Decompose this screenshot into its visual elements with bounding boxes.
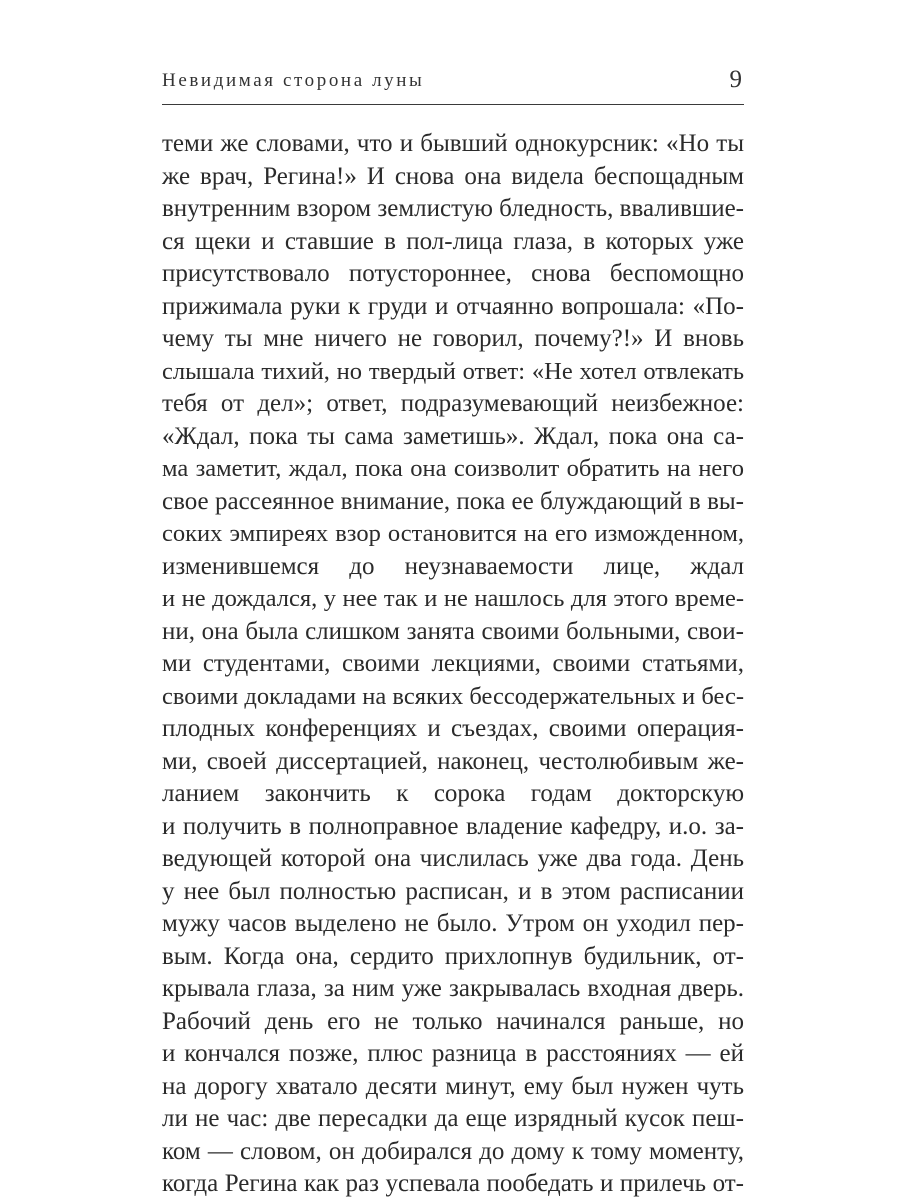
running-header-title: Невидимая сторона луны	[162, 70, 425, 91]
text-line: мужу часов выделено не было. Утром он уходил пер-	[162, 910, 744, 937]
text-line: и кончался позже, плюс разница в расстояниях — ей	[162, 1040, 744, 1067]
body-text	[162, 128, 744, 1201]
text-line: когда Регина как раз успевала пообедать и прилечь от-	[162, 1170, 744, 1197]
text-line: крывала глаза, за ним уже закрывалась входная дверь.	[162, 975, 744, 1002]
text-line: прижимала руки к груди и отчаянно вопрошала: «По-	[162, 292, 744, 320]
text-line: ми студентами, своими лекциями, своими статьями,	[162, 650, 744, 677]
text-line: ся щеки и ставшие в пол-лица глаза, в которых уже	[162, 227, 744, 255]
text-line: у нее был полностью расписан, и в этом расписании	[162, 877, 744, 905]
text-line: ком — словом, он добирался до дому к тому моменту,	[162, 1137, 744, 1165]
text-line: свое рассеянное внимание, пока ее блуждающий в вы-	[162, 487, 744, 515]
text-line: вым. Когда она, сердито прихлопнув будильник, от-	[162, 942, 744, 970]
text-line: теми же словами, что и бывший однокурсник: «Но ты	[162, 130, 744, 157]
text-line: и получить в полноправное владение кафедру, и.о. за-	[162, 812, 744, 840]
text-line: ли не час: две пересадки да еще изрядный кусок пеш-	[162, 1105, 744, 1132]
text-line: плодных конференциях и съездах, своими операция-	[162, 715, 744, 742]
text-line: присутствовало потустороннее, снова беспомощно	[162, 260, 744, 287]
text-line: соких эмпиреях взор остановится на его изможденном,	[162, 520, 744, 547]
text-line: чему ты мне ничего не говорил, почему?!» И вновь	[162, 325, 744, 352]
text-line: ми, своей диссертацией, наконец, честолюбивым же-	[162, 747, 744, 775]
text-line: тебя от дел»; ответ, подразумевающий неизбежное:	[162, 390, 744, 417]
text-line: «Ждал, пока ты сама заметишь». Ждал, пока она са-	[162, 422, 744, 450]
text-line: ма заметит, ждал, пока она соизволит обратить на него	[162, 455, 744, 482]
text-line: же врач, Регина!» И снова она видела беспощадным	[162, 162, 744, 190]
text-line: ведующей которой она числилась уже два года. День	[162, 845, 744, 872]
text-line: на дорогу хватало десяти минут, ему был нужен чуть	[162, 1072, 744, 1100]
text-line: своими докладами на всяких бессодержательных и бес-	[162, 682, 744, 710]
header-rule	[162, 104, 744, 105]
text-line: Рабочий день его не только начинался раньше, но	[162, 1007, 744, 1035]
text-line: ни, она была слишком занята своими больными, свои-	[162, 617, 744, 645]
text-line: внутренним взором землистую бледность, ввалившие-	[162, 195, 744, 222]
text-line: ланием закончить к сорока годам докторскую	[162, 780, 744, 807]
page-number: 9	[729, 66, 742, 93]
text-line: слышала тихий, но твердый ответ: «Не хотел отвлекать	[162, 357, 744, 385]
running-header	[162, 66, 744, 100]
text-line: изменившемся до неузнаваемости лице, ждал	[162, 552, 744, 580]
text-line: и не дождался, у нее так и не нашлось для этого време-	[162, 585, 744, 612]
